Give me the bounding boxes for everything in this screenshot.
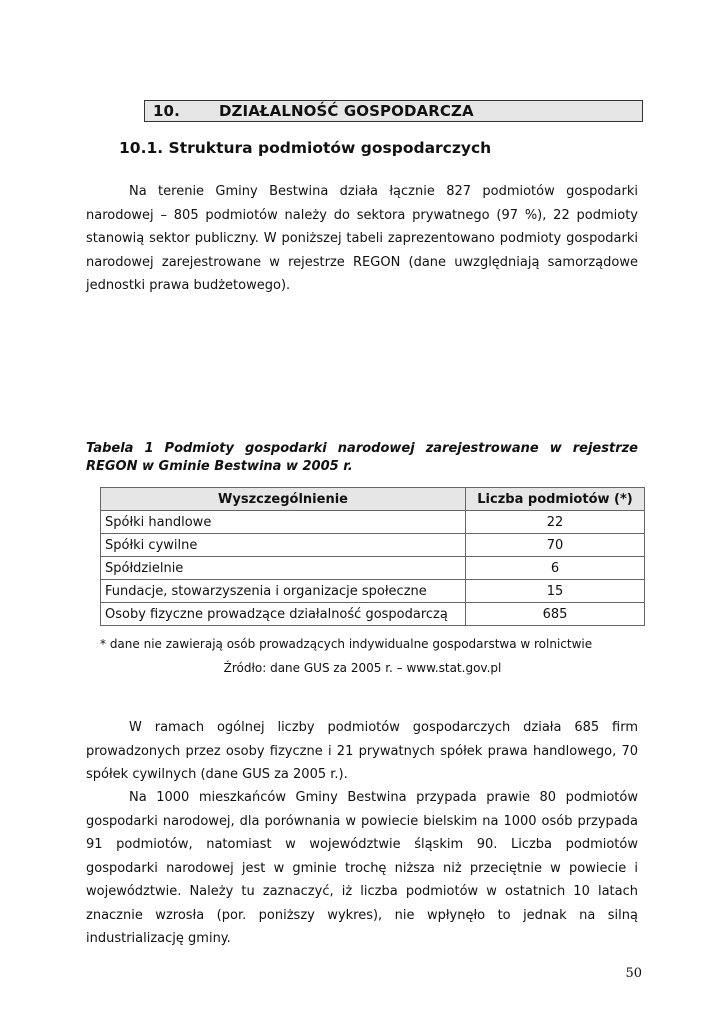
page-number: 50 [625, 966, 642, 981]
entities-table [100, 487, 645, 626]
row-label: Spółki handlowe [101, 511, 466, 534]
table-row [101, 511, 645, 534]
chapter-title: DZIAŁALNOŚĆ GOSPODARCZA [219, 102, 474, 120]
table-source: Źródło: dane GUS za 2005 r. – www.stat.gov.pl [223, 661, 502, 675]
comparison-paragraph [86, 786, 638, 951]
chapter-number: 10. [153, 102, 180, 120]
firms-paragraph-text: W ramach ogólnej liczby podmiotów gospodarczych działa 685 firm prowadzonych przez osoby fizyczne i 21 prywatnych spółek prawa handlowego, 70 spółek cywilnych (dane GUS za 2005 r.). [86, 720, 638, 782]
table-row [101, 603, 645, 626]
section-title: 10.1. Struktura podmiotów gospodarczych [119, 139, 492, 157]
row-label: Osoby fizyczne prowadzące działalność gospodarczą [101, 603, 466, 626]
comparison-paragraph-text: Na 1000 mieszkańców Gminy Bestwina przypada prawie 80 podmiotów gospodarki narodowej, dla porównania w powiecie bielskim na 1000 osób przypada 91 podmiotów, natomiast w województwie śląskim 90. Liczba podmiotów gospodarki narodowej jest w gminie trochę niższa niż przeciętnie w powiecie i województwie. Należy tu zaznaczyć, iż liczba podmiotów w ostatnich 10 latach znacznie wzrosła (por. poniższy wykres), nie wpłynęło to jednak na silną industrializację gminy. [86, 790, 638, 946]
table-row [101, 580, 645, 603]
row-count: 70 [466, 534, 645, 557]
row-count: 22 [466, 511, 645, 534]
column-header-count: Liczba podmiotów (*) [466, 488, 645, 511]
intro-paragraph-text: Na terenie Gminy Bestwina działa łącznie 827 podmiotów gospodarki narodowej – 805 podmiotów należy do sektora prywatnego (97 %), 22 podmioty stanowią sektor publiczny. W poniższej tabeli zaprezentowano podmioty gospodarki narodowej zarejestrowane w rejestrze REGON (dane uwzględniają samorządowe jednostki prawa budżetowego). [86, 184, 638, 293]
row-label: Spółdzielnie [101, 557, 466, 580]
row-label: Fundacje, stowarzyszenia i organizacje społeczne [101, 580, 466, 603]
table-caption: Tabela 1 Podmioty gospodarki narodowej zarejestrowane w rejestrze REGON w Gminie Bestwina w 2005 r. [86, 441, 638, 474]
intro-paragraph [86, 180, 638, 298]
row-count: 685 [466, 603, 645, 626]
row-count: 6 [466, 557, 645, 580]
firms-paragraph [86, 716, 638, 787]
row-label: Spółki cywilne [101, 534, 466, 557]
table-row [101, 557, 645, 580]
table-row [101, 534, 645, 557]
table-header-row [101, 488, 645, 511]
chapter-heading [144, 100, 643, 122]
column-header-description: Wyszczególnienie [101, 488, 466, 511]
table-footnote: * dane nie zawierają osób prowadzących indywidualne gospodarstwa w rolnictwie [100, 637, 593, 651]
row-count: 15 [466, 580, 645, 603]
